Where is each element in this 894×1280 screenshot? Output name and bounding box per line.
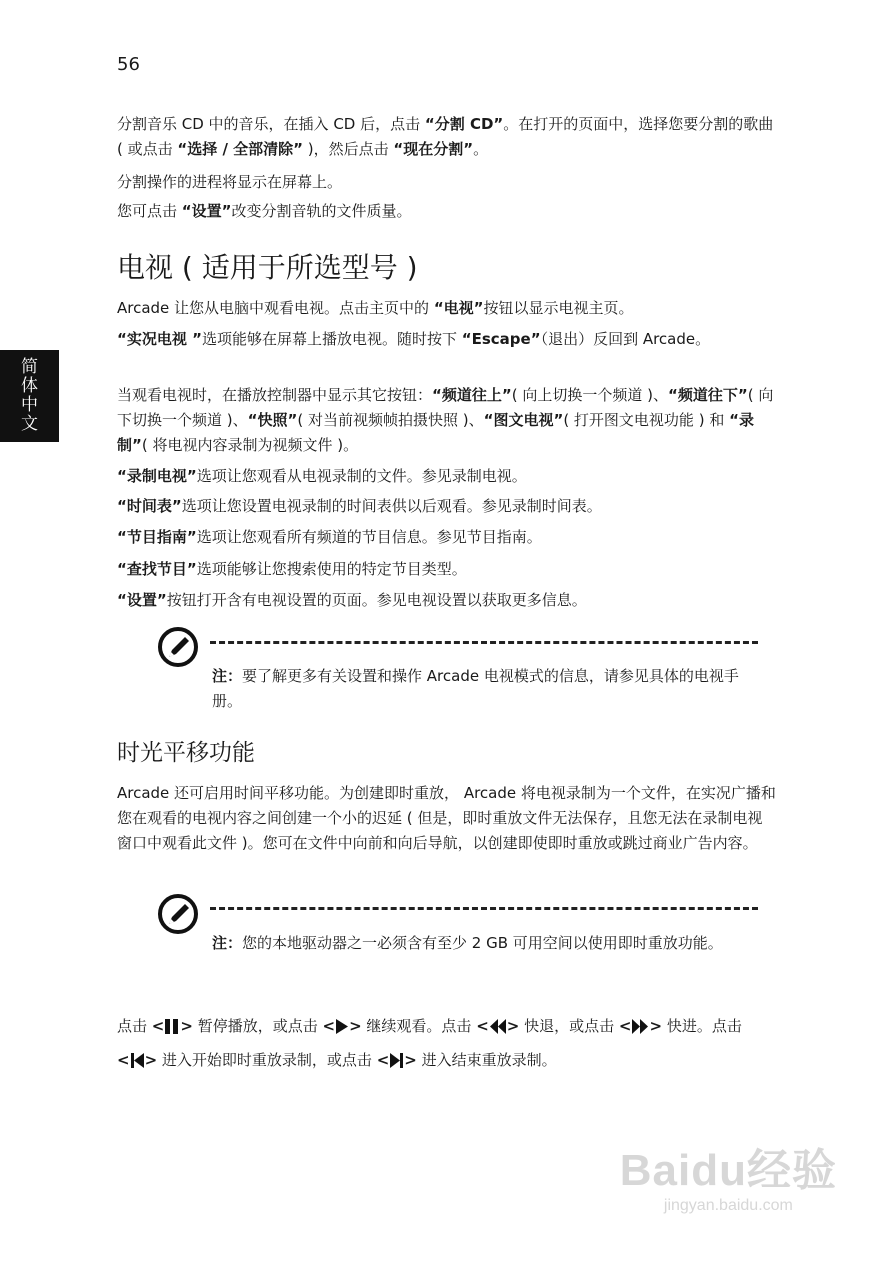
intro-paragraph-progress: 分割操作的进程将显示在屏幕上。	[117, 173, 343, 191]
bold-term: “查找节目”	[117, 560, 197, 578]
text: 您可点击	[117, 202, 182, 220]
bold-term: “频道往上”	[432, 386, 512, 404]
tv-paragraph-settings	[117, 588, 777, 613]
side-tab-char: 中	[21, 395, 38, 415]
bold-term: “节目指南”	[117, 528, 197, 546]
text: ( 打开图文电视功能 ) 和	[563, 411, 730, 429]
text: ( 对当前视频帧拍摄快照 )、	[297, 411, 484, 429]
intro-paragraph-split-cd	[117, 112, 777, 162]
bold-term: “录制”	[117, 411, 754, 454]
intro-paragraph-settings	[117, 199, 777, 224]
text: )，然后点击	[303, 140, 394, 158]
text: 按钮以显示电视主页。	[483, 299, 634, 317]
bold-term: “电视”	[433, 299, 484, 317]
text: （退出）反回到 Arcade。	[540, 330, 711, 348]
bold-term: “实况电视 ”	[117, 330, 202, 348]
text: 。	[473, 140, 489, 158]
text: ( 向上切换一个频道 )、	[511, 386, 668, 404]
ctrl-bracket: <	[476, 1017, 489, 1035]
pause-icon	[164, 1019, 180, 1034]
tv-paragraph-search	[117, 557, 777, 582]
tv-note	[212, 664, 760, 714]
watermark-logo: Baidu经验	[619, 1146, 837, 1195]
watermark-url: jingyan.baidu.com	[663, 1197, 793, 1214]
text: 继续观看。点击	[361, 1017, 477, 1035]
note-divider	[210, 641, 758, 644]
text: 。在打开的页面中，选择您要分割的歌曲 ( 或点击	[117, 115, 774, 158]
note-pencil-icon	[157, 626, 199, 668]
note-label: 注：	[212, 667, 243, 685]
bold-term: “图文电视”	[483, 411, 564, 429]
ctrl-bracket: <	[376, 1051, 390, 1069]
ctrl-bracket: <	[117, 1051, 130, 1069]
text: 暂停播放，或点击	[192, 1017, 323, 1035]
language-side-tab	[0, 350, 59, 442]
skip-back-icon	[130, 1053, 145, 1068]
text: 选项能够让您搜索使用的特定节目类型。	[196, 560, 467, 578]
note-divider	[210, 907, 758, 910]
bold-term: “Escape”	[461, 330, 541, 348]
ctrl-bracket: >	[180, 1017, 193, 1035]
ctrl-bracket: >	[649, 1017, 663, 1035]
bold-term: “现在分割”	[393, 140, 474, 158]
text: 选项让您观看从电视录制的文件。参见录制电视。	[196, 467, 527, 485]
bold-term: “时间表”	[117, 497, 182, 515]
text: ( 将电视内容录制为视频文件 )。	[141, 436, 359, 454]
fast-forward-control	[619, 1009, 662, 1043]
side-tab-char: 体	[21, 376, 38, 396]
note-label: 注：	[212, 934, 243, 952]
bold-term: “分割 CD”	[424, 115, 504, 133]
baidu-watermark	[620, 1148, 837, 1216]
skip-forward-control	[377, 1043, 417, 1077]
ctrl-bracket: >	[506, 1017, 520, 1035]
page-number: 56	[117, 54, 140, 75]
skip-forward-icon	[389, 1053, 404, 1068]
fast-forward-icon	[631, 1019, 649, 1034]
text: 快退，或点击	[519, 1017, 619, 1035]
tv-paragraph-recorded-tv	[117, 464, 777, 489]
timeshift-paragraph: Arcade 还可启用时间平移功能。为创建即时重放， Arcade 将电视录制为一个文件，在实况广播和您在观看的电视内容之间创建一个小的迟延 ( 但是，即时重放文件无法保存，且您无法在录制电视窗口中观看此文件 )。您可在文件中向前和向后导航，以创建即使即时重放或跳过商业广告内容。	[117, 784, 776, 852]
text: 快进。点击	[662, 1017, 742, 1035]
bold-term: “设置”	[181, 202, 232, 220]
tv-paragraph-live-tv	[117, 327, 777, 352]
side-tab-char: 简	[21, 357, 38, 377]
skip-back-control	[117, 1043, 157, 1077]
note-pencil-icon	[157, 893, 199, 935]
note-text: 要了解更多有关设置和操作 Arcade 电视模式的信息，请参见具体的电视手册。	[212, 667, 739, 710]
tv-section-heading: 电视 ( 适用于所选型号 )	[117, 251, 418, 284]
rewind-control	[476, 1009, 519, 1043]
tv-paragraph-guide	[117, 525, 777, 550]
tv-paragraph-controls	[117, 383, 777, 458]
text: 选项让您设置电视录制的时间表供以后观看。参见录制时间表。	[181, 497, 602, 515]
ctrl-bracket: >	[349, 1017, 362, 1035]
bold-term: “频道往下”	[667, 386, 748, 404]
bold-term: “快照”	[247, 411, 298, 429]
play-icon	[335, 1019, 349, 1034]
play-control	[322, 1009, 361, 1043]
tv-paragraph-intro	[117, 296, 777, 321]
playback-controls-paragraph	[117, 1009, 777, 1077]
note-text: 您的本地驱动器之一必须含有至少 2 GB 可用空间以使用即时重放功能。	[242, 934, 723, 952]
ctrl-bracket: >	[404, 1051, 417, 1069]
rewind-icon	[489, 1019, 507, 1034]
ctrl-bracket: <	[618, 1017, 632, 1035]
text: 改变分割音轨的文件质量。	[231, 202, 412, 220]
text: 分割音乐 CD 中的音乐，在插入 CD 后，点击	[117, 115, 425, 133]
text: 选项能够在屏幕上播放电视。随时按下	[201, 330, 462, 348]
timeshift-heading: 时光平移功能	[117, 740, 255, 766]
timeshift-note	[212, 931, 760, 956]
text: ( 向下切换一个频道 )、	[117, 386, 774, 429]
text: 点击	[117, 1017, 152, 1035]
text: 当观看电视时，在播放控制器中显示其它按钮：	[117, 386, 433, 404]
bold-term: “录制电视”	[117, 467, 197, 485]
text: 进入结束重放录制。	[416, 1051, 557, 1069]
ctrl-bracket: >	[144, 1051, 158, 1069]
text: 选项让您观看所有频道的节目信息。参见节目指南。	[196, 528, 542, 546]
ctrl-bracket: <	[151, 1017, 165, 1035]
bold-term: “选择 / 全部清除”	[177, 140, 304, 158]
tv-paragraph-schedule	[117, 494, 777, 519]
side-tab-char: 文	[21, 414, 38, 434]
bold-term: “设置”	[117, 591, 167, 609]
pause-control	[152, 1009, 193, 1043]
text: Arcade 让您从电脑中观看电视。点击主页中的	[117, 299, 434, 317]
ctrl-bracket: <	[322, 1017, 336, 1035]
text: 按钮打开含有电视设置的页面。参见电视设置以获取更多信息。	[166, 591, 587, 609]
text: 进入开始即时重放录制，或点击	[157, 1051, 377, 1069]
